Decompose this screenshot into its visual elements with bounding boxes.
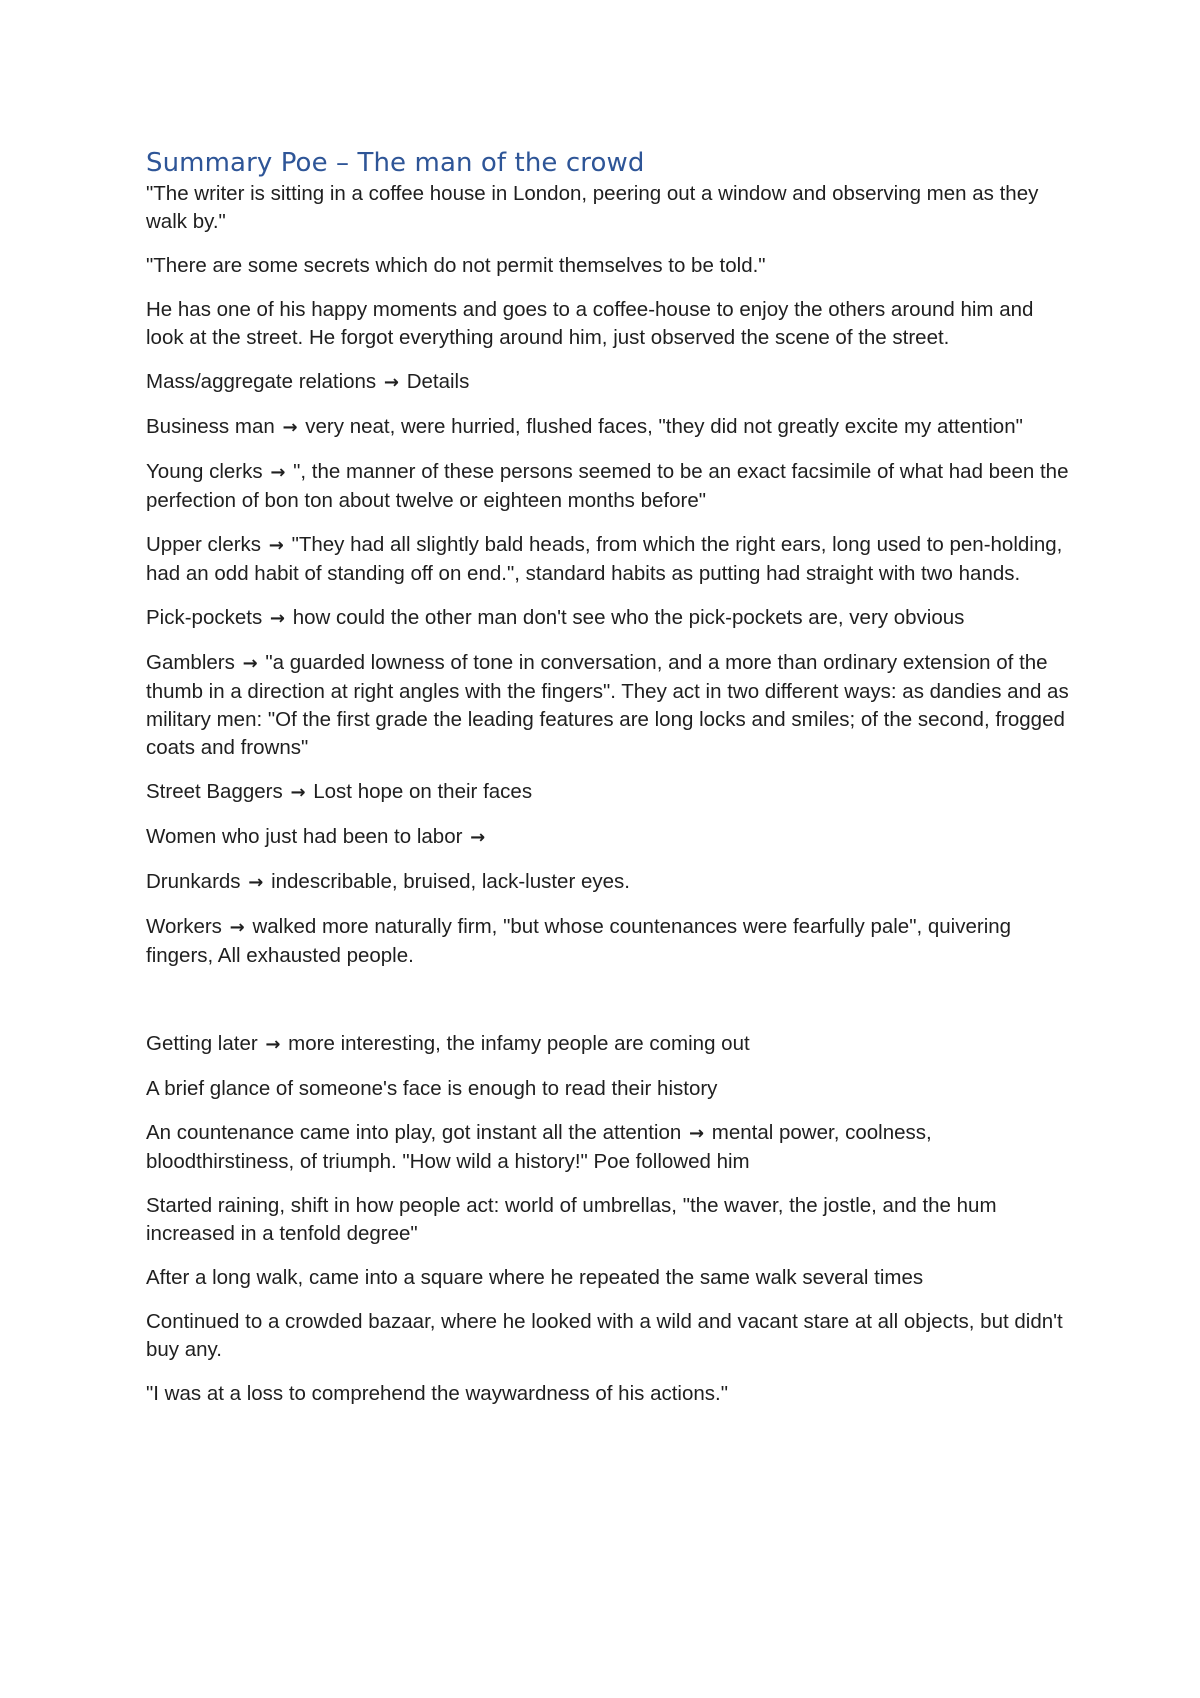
paragraph-lead: Drunkards (146, 870, 241, 893)
paragraph-young-clerks (146, 458, 1070, 515)
paragraph-rest: "a guarded lowness of tone in conversation, and a more than ordinary extension of the thumb in a direction at right angles with the fingers". They act in two different ways: as dandies and as military men: "Of the first grade the leading features are long locks and smiles; of the second, frogged coats and frowns" (146, 651, 1069, 759)
paragraph-rest: "They had all slightly bald heads, from which the right ears, long used to pen-holding, had an odd habit of standing off on end.", standard habits as putting had straight with two hands. (146, 533, 1063, 585)
arrow-right-icon: → (269, 608, 286, 629)
paragraph-lead: Gamblers (146, 651, 235, 674)
paragraph-rest: Details (406, 370, 470, 393)
paragraph-women-labor (146, 823, 1070, 852)
paragraph-rest: more interesting, the infamy people are coming out (288, 1032, 750, 1055)
paragraph-bazaar: Continued to a crowded bazaar, where he looked with a wild and vacant stare at all objects, but didn't buy any. (146, 1310, 1063, 1361)
arrow-right-icon: → (290, 782, 306, 803)
paragraph-raining: Started raining, shift in how people act: world of umbrellas, "the waver, the jostle, and the hum increased in a tenfold degree" (146, 1194, 997, 1245)
arrow-right-icon: → (470, 827, 486, 848)
paragraph-lead: Getting later (146, 1032, 258, 1055)
paragraph-happy-moments: He has one of his happy moments and goes to a coffee-house to enjoy the others around him and look at the street. He forgot everything around him, just observed the scene of the street. (146, 298, 1034, 349)
paragraph-rest: very neat, were hurried, flushed faces, "they did not greatly excite my attention" (305, 415, 1023, 438)
paragraph-lead: Young clerks (146, 460, 263, 483)
document-body (146, 146, 1070, 1424)
paragraph-lead: Women who just had been to labor (146, 825, 463, 848)
paragraph-secrets-quote: "There are some secrets which do not permit themselves to be told." (146, 254, 766, 277)
paragraph-rest: how could the other man don't see who the pick-pockets are, very obvious (292, 606, 965, 629)
paragraph-lead: Workers (146, 915, 222, 938)
paragraph-rest: ", the manner of these persons seemed to be an exact facsimile of what had been the perfection of bon ton about twelve or eighteen months before" (146, 460, 1069, 512)
paragraph-upper-clerks (146, 531, 1070, 588)
paragraph-workers (146, 913, 1070, 970)
arrow-right-icon: → (282, 417, 298, 438)
paragraph-lead: Mass/aggregate relations (146, 370, 377, 393)
paragraph-drunkards (146, 868, 1070, 897)
paragraph-long-walk: After a long walk, came into a square where he repeated the same walk several times (146, 1266, 924, 1289)
document-title: Summary Poe – The man of the crowd (146, 148, 645, 178)
arrow-right-icon: → (383, 372, 399, 393)
paragraph-rest: walked more naturally firm, "but whose countenances were fearfully pale", quivering fingers, All exhausted people. (146, 915, 1012, 967)
arrow-right-icon: → (229, 917, 245, 938)
paragraph-rest: Lost hope on their faces (313, 780, 533, 803)
paragraph-lead: Street Baggers (146, 780, 283, 803)
paragraph-closing-quote: "I was at a loss to comprehend the waywardness of his actions." (146, 1382, 729, 1405)
paragraph-lead: Business man (146, 415, 275, 438)
paragraph-pick-pockets (146, 604, 1070, 633)
paragraph-gamblers (146, 649, 1070, 762)
paragraph-business-man (146, 413, 1070, 442)
paragraph-rest: indescribable, bruised, lack-luster eyes. (271, 870, 630, 893)
paragraph-lead: Pick-pockets (146, 606, 263, 629)
arrow-right-icon: → (270, 462, 286, 483)
arrow-right-icon: → (242, 653, 258, 674)
paragraph-rest: mental power, coolness, bloodthirstiness, of triumph. "How wild a history!" Poe followed him (146, 1121, 932, 1173)
empty-paragraph (146, 986, 1070, 1014)
paragraph-getting-later (146, 1030, 1070, 1059)
paragraph-brief-glance: A brief glance of someone's face is enough to read their history (146, 1077, 718, 1100)
arrow-right-icon: → (265, 1034, 281, 1055)
paragraph-countenance (146, 1119, 1070, 1176)
paragraph-opening-quote: "The writer is sitting in a coffee house in London, peering out a window and observing men as they walk by." (146, 182, 1039, 233)
paragraph-lead: An countenance came into play, got instant all the attention (146, 1121, 682, 1144)
paragraph-lead: Upper clerks (146, 533, 262, 556)
paragraph-mass-relations (146, 368, 1070, 397)
paragraph-street-baggers (146, 778, 1070, 807)
arrow-right-icon: → (268, 535, 284, 556)
arrow-right-icon: → (248, 872, 264, 893)
arrow-right-icon: → (688, 1123, 705, 1144)
